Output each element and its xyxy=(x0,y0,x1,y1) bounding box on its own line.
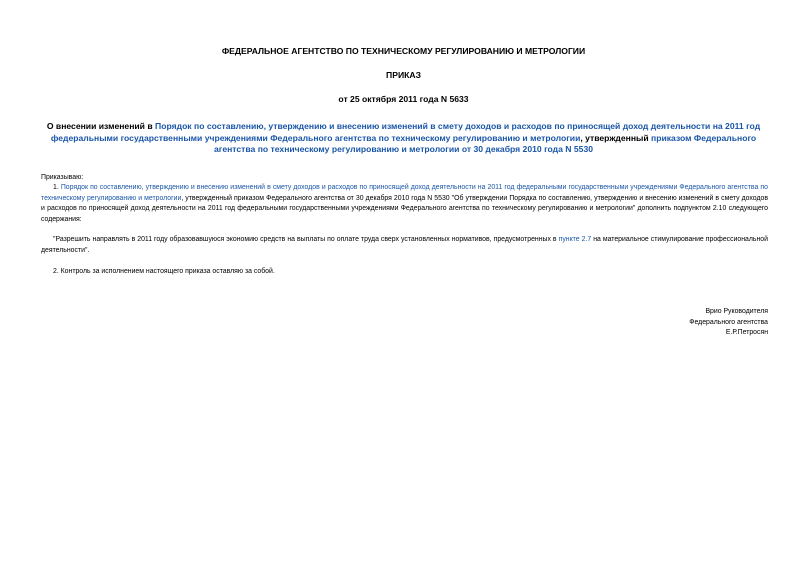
subject-procedure-link[interactable]: Порядок по составлению, утверждению и внесению изменений в смету доходов и расходов по приносящей доход деятельности на 2011 год федеральными государственными учреждениями Федерального агентства по техническому регулированию и метрологии xyxy=(50,121,761,143)
quote-before: "Разрешить направлять в 2011 году образовавшуюся экономию средств на выплаты по оплате труда сверх установленных нормативов, предусмотренных в xyxy=(53,236,559,243)
quote-clause-link[interactable]: пункте 2.7 xyxy=(558,236,592,243)
signature-name: Е.Р.Петросян xyxy=(725,329,768,337)
document-type: ПРИКАЗ xyxy=(386,70,421,80)
quote-paragraph xyxy=(41,235,768,256)
item-2-paragraph: 2. Контроль за исполнением настоящего приказа оставляю за собой. xyxy=(53,268,275,275)
signature-block xyxy=(689,307,768,339)
agency-name: ФЕДЕРАЛЬНОЕ АГЕНТСТВО ПО ТЕХНИЧЕСКОМУ РЕГУЛИРОВАНИЮ И МЕТРОЛОГИИ xyxy=(221,46,586,56)
document-subject xyxy=(44,121,763,156)
subject-order-link[interactable]: приказом Федерального агентства по техническому регулированию и метрологии от 30 декабря 2010 года N 5530 xyxy=(213,132,757,154)
item-1-procedure-link[interactable]: Порядок по составлению, утверждению и внесению изменений в смету доходов и расходов по приносящей доход деятельности на 2011 год федеральными государственными учреждениями Федерального агентства по техническому регулированию и метрологии xyxy=(41,184,768,202)
item-1-paragraph xyxy=(41,183,768,225)
signature-organization: Федерального агентства xyxy=(689,318,768,326)
order-word: Приказываю: xyxy=(41,174,84,181)
signature-position: Врио Руководителя xyxy=(705,308,768,315)
quote-after: на материальное стимулирование профессиональной деятельности". xyxy=(41,236,768,254)
document-date: от 25 октября 2011 года N 5633 xyxy=(338,94,469,104)
item-1-number: 1. xyxy=(53,184,61,191)
subject-prefix: О внесении изменений в xyxy=(46,121,156,131)
item-1-text: , утвержденный приказом Федерального агентства от 30 декабря 2010 года N 5530 "Об утверждении Порядка по составлению, утверждению и внесению изменений в смету доходов и расходов по приносящей доход деятельности на 2011 год федеральными государственными учреждениями Федерального агентства по техническому регулированию и метрологии" дополнить подпунктом 2.10 следующего содержания: xyxy=(41,194,768,223)
subject-middle: , утвержденный xyxy=(580,132,652,143)
